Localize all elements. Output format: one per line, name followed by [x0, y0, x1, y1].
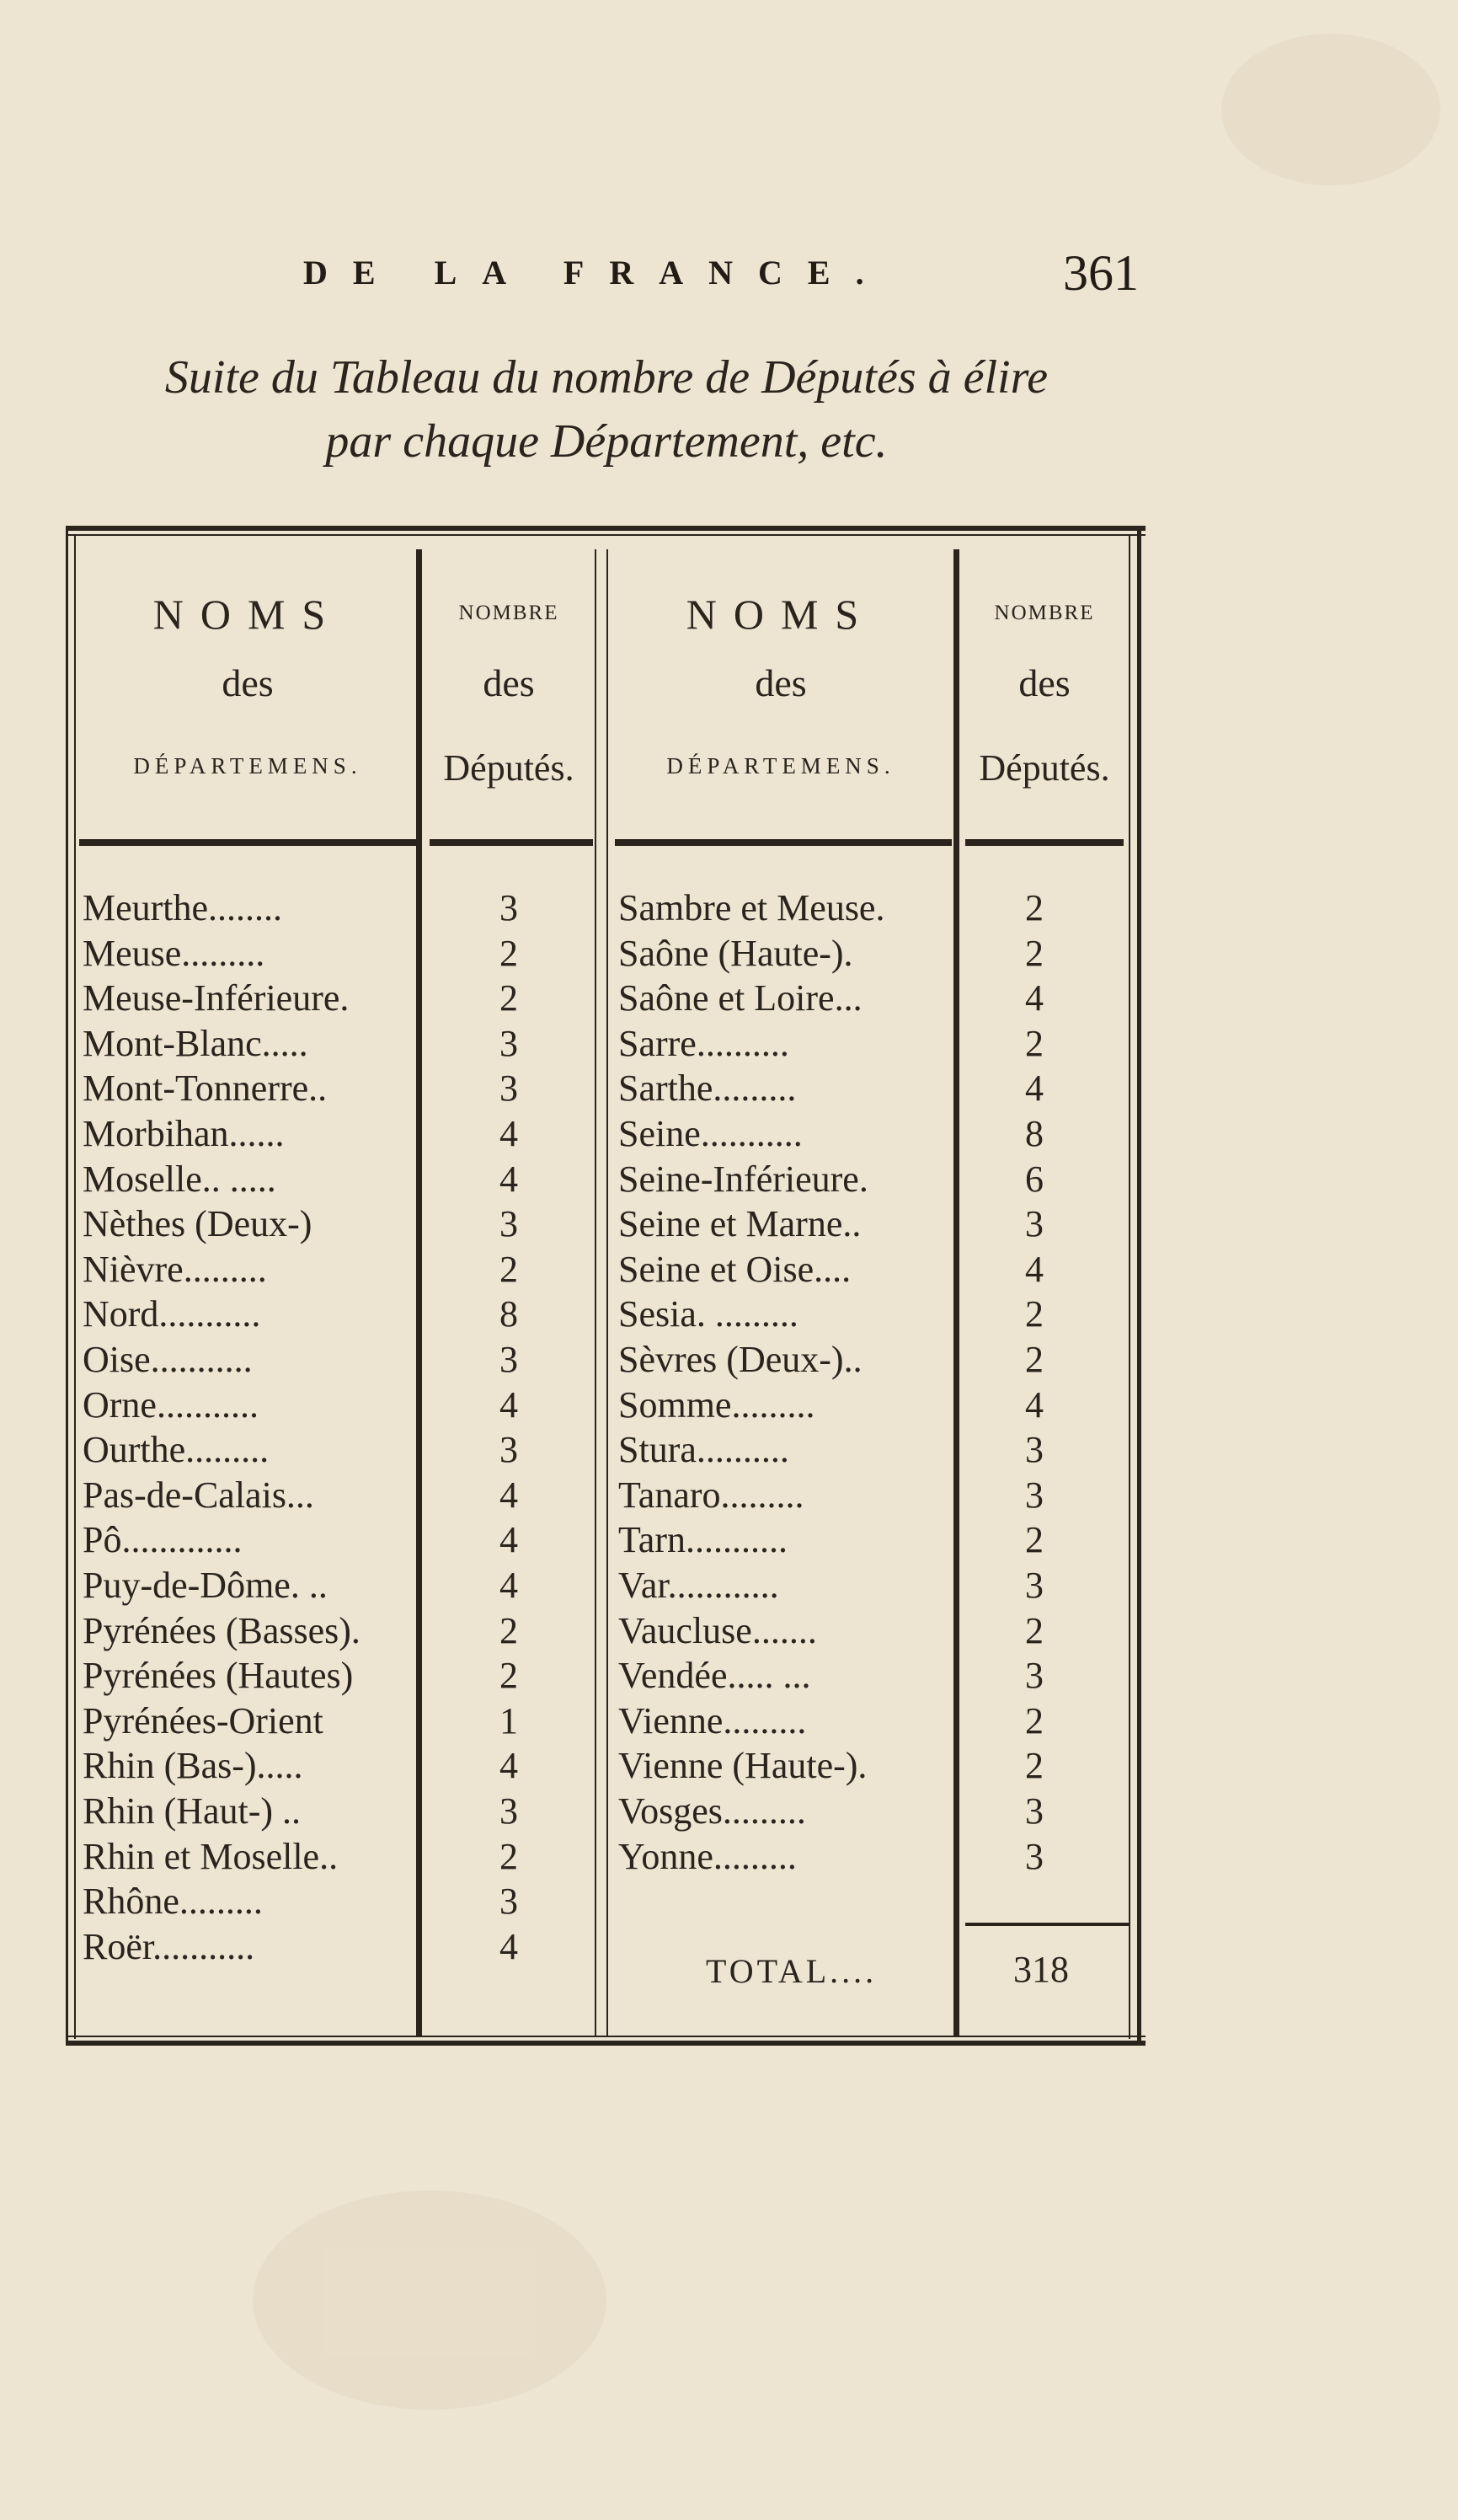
- department-name: Rhin (Haut-) ..: [83, 1790, 302, 1832]
- department-name: Saône (Haute-).: [618, 932, 853, 974]
- header-count-right-mid: des: [1018, 661, 1071, 704]
- deputies-count: 2: [499, 977, 518, 1019]
- department-name: Mont-Blanc.....: [83, 1022, 308, 1064]
- department-name: Seine et Oise....: [618, 1248, 852, 1290]
- table-row: [618, 1022, 1140, 1067]
- deputies-count: 2: [1025, 1339, 1044, 1380]
- deputies-count: 2: [1025, 1519, 1044, 1561]
- deputies-count: 3: [1025, 1203, 1044, 1245]
- department-name: Pas-de-Calais...: [83, 1474, 314, 1516]
- department-name: Vendée..... ...: [618, 1655, 811, 1697]
- header-names-left-bottom: DÉPARTEMENS.: [133, 753, 362, 778]
- top-rule-thin: [66, 534, 1146, 536]
- department-name: Vosges.........: [618, 1790, 806, 1832]
- department-name: Seine-Inférieure.: [618, 1158, 868, 1200]
- department-name: Puy-de-Dôme. ..: [83, 1565, 328, 1606]
- department-name: Pyrénées (Hautes): [83, 1655, 354, 1697]
- deputies-count: 3: [499, 1790, 518, 1832]
- department-name: Pyrénées (Basses).: [83, 1609, 360, 1651]
- table-row: [83, 1338, 605, 1383]
- deputies-count: 2: [499, 1248, 518, 1290]
- deputies-count: 2: [499, 1609, 518, 1651]
- department-name: Mont-Tonnerre..: [83, 1067, 328, 1110]
- deputies-count: 3: [1025, 1474, 1044, 1516]
- table-row: [83, 1835, 605, 1881]
- department-name: Nord...........: [83, 1293, 261, 1335]
- table-row: [618, 1202, 1140, 1248]
- deputies-count: 3: [499, 1429, 518, 1471]
- deputies-count: 4: [499, 1925, 518, 1967]
- department-name: Meuse-Inférieure.: [83, 977, 350, 1019]
- deputies-count: 4: [1025, 1248, 1044, 1290]
- department-name: Rhin et Moselle..: [83, 1835, 339, 1877]
- deputies-count: 1: [499, 1699, 518, 1742]
- table-row: [83, 1292, 605, 1338]
- table-row: [83, 1202, 605, 1248]
- department-name: Nèthes (Deux-): [83, 1203, 312, 1245]
- table-row: [83, 886, 605, 932]
- table-row: [618, 1158, 1140, 1203]
- table-row: [618, 1835, 1140, 1881]
- table-row: [618, 1383, 1140, 1429]
- department-name: Stura..........: [618, 1429, 789, 1471]
- department-name: Pô.............: [83, 1519, 243, 1561]
- table-row: [618, 1564, 1140, 1609]
- table-title: [51, 345, 1162, 474]
- deputies-count: 2: [1025, 1745, 1044, 1787]
- table-row: [83, 1474, 605, 1519]
- header-count-left-top: NOMBRE: [458, 602, 559, 624]
- deputies-count: 2: [1025, 887, 1044, 928]
- department-name: Vienne.........: [618, 1699, 807, 1742]
- department-name: Sèvres (Deux-)..: [618, 1339, 863, 1380]
- table-row: [83, 1564, 605, 1609]
- header-count-right-top: NOMBRE: [994, 602, 1095, 624]
- table-row: [618, 1518, 1140, 1564]
- department-name: Morbihan......: [83, 1113, 285, 1154]
- table-row: [618, 1474, 1140, 1519]
- department-name: Tanaro.........: [618, 1474, 804, 1516]
- title-line-2: par chaque Département, etc.: [325, 415, 888, 468]
- table-row: [83, 1067, 605, 1112]
- department-name: Yonne.........: [618, 1835, 797, 1877]
- table-row: [83, 1790, 605, 1835]
- department-name: Nièvre.........: [83, 1248, 267, 1290]
- table-row: [618, 1699, 1140, 1745]
- header-names-right-bottom: DÉPARTEMENS.: [666, 753, 895, 778]
- table-row: [618, 1790, 1140, 1835]
- department-name: Tarn...........: [618, 1519, 788, 1561]
- table-row: [618, 1112, 1140, 1158]
- top-rule: [66, 526, 1146, 531]
- deputies-count: 3: [1025, 1429, 1044, 1471]
- left-border: [66, 526, 68, 2046]
- deputies-count: 4: [499, 1383, 518, 1426]
- department-name: Seine et Marne..: [618, 1203, 862, 1245]
- deputies-count: 3: [499, 1067, 518, 1110]
- table-row: [618, 1428, 1140, 1474]
- table-row: [83, 1744, 605, 1790]
- department-name: Moselle.. .....: [83, 1158, 276, 1200]
- deputies-count: 3: [499, 1203, 518, 1245]
- department-name: Sambre et Meuse.: [618, 887, 885, 928]
- deputies-count: 2: [1025, 1609, 1044, 1651]
- total-value: 318: [1013, 1949, 1069, 1990]
- department-name: Var............: [618, 1565, 779, 1606]
- paper-stain: [253, 2191, 606, 2410]
- header-names-right-top: NOMS: [686, 591, 876, 638]
- department-name: Oise...........: [83, 1339, 253, 1380]
- deputies-count: 3: [499, 1022, 518, 1064]
- bottom-rule: [66, 2041, 1146, 2046]
- table-row: [618, 1338, 1140, 1383]
- deputies-count: 4: [499, 1474, 518, 1516]
- deputies-count: 2: [499, 1835, 518, 1877]
- table-row: [618, 1292, 1140, 1338]
- table-row: [83, 1609, 605, 1655]
- deputies-count: 4: [1025, 977, 1044, 1019]
- deputies-count: 4: [499, 1519, 518, 1561]
- table-row: [83, 1112, 605, 1158]
- deputies-count: 3: [1025, 1655, 1044, 1697]
- page-number: 361: [1063, 245, 1139, 301]
- department-name: Saône et Loire...: [618, 977, 863, 1019]
- table-row: [83, 1022, 605, 1067]
- table-row: [83, 1654, 605, 1699]
- deputies-count: 3: [1025, 1790, 1044, 1832]
- department-name: Somme.........: [618, 1383, 815, 1426]
- deputies-table: [66, 526, 1146, 2051]
- deputies-count: 8: [499, 1293, 518, 1335]
- table-row: [83, 976, 605, 1022]
- table-row: [83, 1428, 605, 1474]
- table-row: [618, 1248, 1140, 1293]
- total-rule: [965, 1923, 1130, 1926]
- running-head: DE LA FRANCE.: [303, 254, 889, 292]
- department-name: Meurthe........: [83, 887, 283, 928]
- header-rule: [965, 839, 1124, 846]
- table-row: [618, 1067, 1140, 1112]
- header-names-right-mid: des: [755, 661, 807, 704]
- department-name: Seine...........: [618, 1113, 803, 1154]
- header-rule: [79, 839, 416, 846]
- department-name: Vaucluse.......: [618, 1609, 817, 1651]
- table-row: [83, 1158, 605, 1203]
- deputies-count: 4: [1025, 1067, 1044, 1110]
- deputies-count: 3: [499, 887, 518, 928]
- left-border-inner: [74, 534, 76, 2039]
- department-name: Sarthe.........: [618, 1067, 797, 1110]
- paper-stain: [1221, 34, 1440, 185]
- deputies-count: 3: [499, 1881, 518, 1923]
- table-row: [83, 1383, 605, 1429]
- deputies-count: 4: [499, 1565, 518, 1606]
- department-name: Ourthe.........: [83, 1429, 270, 1471]
- department-name: Sesia. .........: [618, 1293, 798, 1335]
- deputies-count: 2: [499, 1655, 518, 1697]
- deputies-count: 3: [1025, 1565, 1044, 1606]
- header-count-right-bottom: Députés.: [979, 747, 1110, 789]
- deputies-count: 4: [499, 1158, 518, 1200]
- department-name: Vienne (Haute-).: [618, 1745, 868, 1787]
- table-row: [618, 976, 1140, 1022]
- header-names-left-top: NOMS: [152, 591, 343, 638]
- deputies-count: 2: [1025, 932, 1044, 974]
- table-row: [618, 1744, 1140, 1790]
- table-row: [83, 1248, 605, 1293]
- table-row: [618, 932, 1140, 977]
- header-rule: [430, 839, 593, 846]
- header-rule: [615, 839, 952, 846]
- table-row: [83, 1699, 605, 1745]
- deputies-count: 2: [1025, 1699, 1044, 1742]
- table-row: [83, 1518, 605, 1564]
- deputies-count: 8: [1025, 1113, 1044, 1154]
- department-name: Roër...........: [83, 1925, 255, 1967]
- header-count-left-bottom: Députés.: [443, 747, 574, 789]
- department-name: Meuse.........: [83, 932, 265, 974]
- title-line-1: Suite du Tableau du nombre de Députés à élire: [164, 351, 1049, 404]
- header-count-left-mid: des: [483, 661, 535, 704]
- department-name: Pyrénées-Orient: [83, 1699, 323, 1742]
- bottom-rule-thin: [66, 2036, 1146, 2037]
- department-name: Orne...........: [83, 1383, 259, 1426]
- deputies-count: 2: [499, 932, 518, 974]
- deputies-count: 4: [499, 1113, 518, 1154]
- deputies-count: 4: [499, 1745, 518, 1787]
- table-row: [83, 932, 605, 977]
- table-row: [83, 1925, 605, 1971]
- deputies-count: 3: [1025, 1835, 1044, 1877]
- department-name: Rhône.........: [83, 1881, 263, 1923]
- department-name: Sarre..........: [618, 1022, 789, 1064]
- table-row: [618, 886, 1140, 932]
- deputies-count: 3: [499, 1339, 518, 1380]
- table-row: [83, 1880, 605, 1925]
- deputies-count: 4: [1025, 1383, 1044, 1426]
- table-row: [618, 1609, 1140, 1655]
- total-label: TOTAL....: [706, 1952, 878, 1990]
- table-row: [618, 1654, 1140, 1699]
- department-name: Rhin (Bas-).....: [83, 1745, 303, 1787]
- deputies-count: 6: [1025, 1158, 1044, 1200]
- deputies-count: 2: [1025, 1293, 1044, 1335]
- header-names-left-mid: des: [222, 661, 274, 704]
- deputies-count: 2: [1025, 1022, 1044, 1064]
